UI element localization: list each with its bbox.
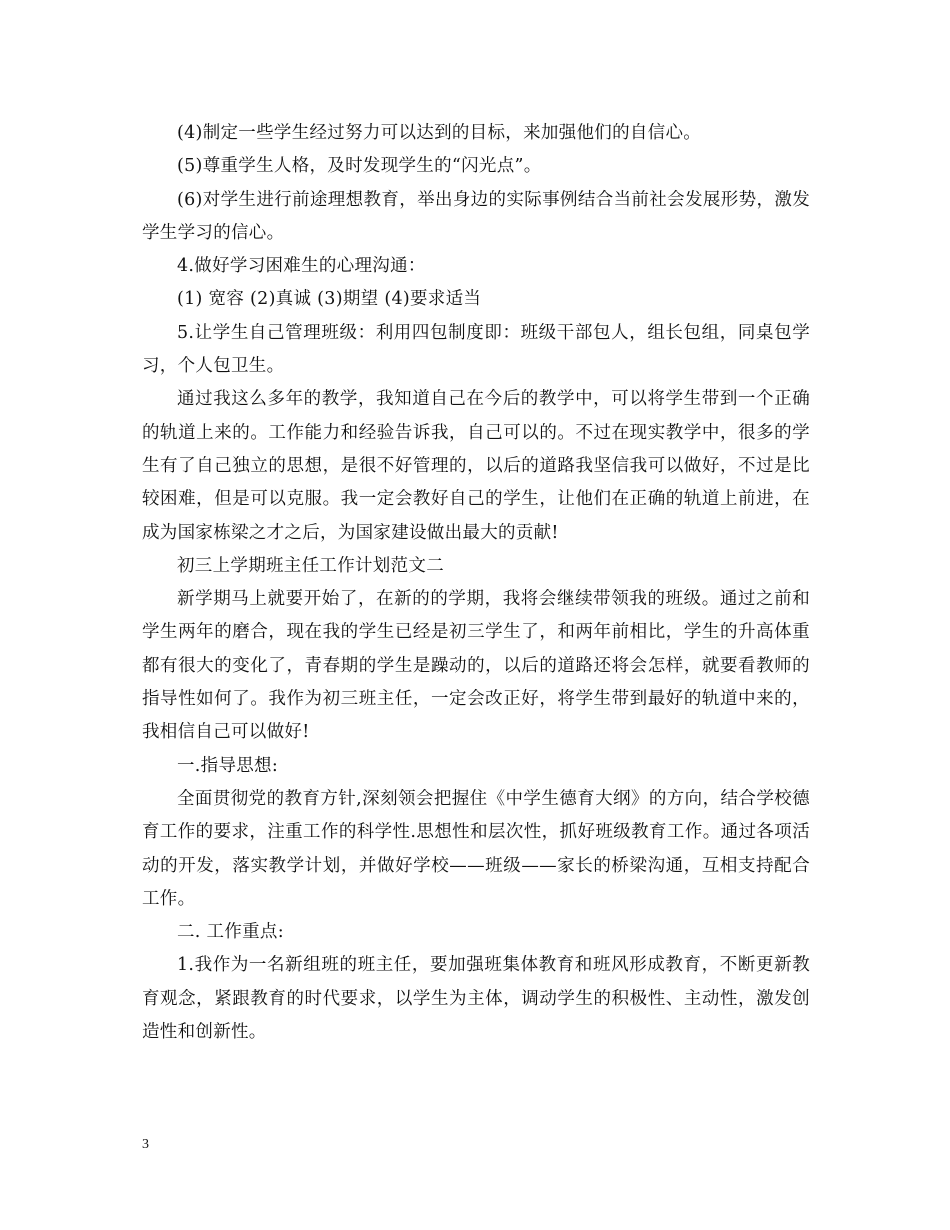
document-body xyxy=(142,117,810,1049)
paragraph-communication-items: (1) 宽容 (2)真诚 (3)期望 (4)要求适当 xyxy=(177,289,482,310)
paragraph-guiding-ideology: 全面贯彻党的教育方针,深刻领会把握住《中学生德育大纲》的方向，结合学校德育工作的要求，注重工作的科学性.思想性和层次性，抓好班级教育工作。通过各项活动的开发，落实教学计划，并做好学校——班级——家长的桥梁沟通，互相支持配合工作。 xyxy=(142,788,810,909)
paragraph-reflection: 通过我这么多年的教学，我知道自己在今后的教学中，可以将学生带到一个正确的轨道上来的。工作能力和经验告诉我，自己可以的。不过在现实教学中，很多的学生有了自己独立的思想，是很不好管理的，以后的道路我坚信我可以做好，不过是比较困难，但是可以克服。我一定会教好自己的学生，让他们在正确的轨道上前进，在成为国家栋梁之才之后，为国家建设做出最大的贡献! xyxy=(142,389,810,543)
section-heading-sample-two: 初三上学期班主任工作计划范文二 xyxy=(177,555,444,576)
page-number: 3 xyxy=(142,1137,149,1152)
paragraph-work-focus-1: 1.我作为一名新组班的班主任，要加强班集体教育和班风形成教育，不断更新教育观念，紧跟教育的时代要求，以学生为主体，调动学生的积极性、主动性，激发创造性和创新性。 xyxy=(142,955,810,1043)
paragraph-ideal-education: (6)对学生进行前途理想教育，举出身边的实际事例结合当前社会发展形势，激发学生学习的信心。 xyxy=(142,189,810,243)
heading-work-focus: 二. 工作重点: xyxy=(177,922,284,943)
paragraph-psych-communication: 4.做好学习困难生的心理沟通： xyxy=(177,256,426,277)
paragraph-goal-setting: (4)制定一些学生经过努力可以达到的目标，来加强他们的自信心。 xyxy=(177,123,702,143)
paragraph-self-management: 5.让学生自己管理班级：利用四包制度即：班级干部包人，组长包组，同桌包学习，个人包卫生。 xyxy=(142,322,810,377)
heading-guiding-ideology: 一.指导思想: xyxy=(177,755,279,776)
paragraph-new-semester: 新学期马上就要开始了，在新的的学期，我将会继续带领我的班级。通过之前和学生两年的磨合，现在我的学生已经是初三学生了，和两年前相比，学生的升高体重都有很大的变化了，青春期的学生是躁动的，以后的道路还将会怎样，就要看教师的指导性如何了。我作为初三班主任，一定会改正好，将学生带到最好的轨道中来的，我相信自己可以做好! xyxy=(142,589,810,743)
paragraph-respect-students: (5)尊重学生人格，及时发现学生的“闪光点”。 xyxy=(177,156,542,177)
